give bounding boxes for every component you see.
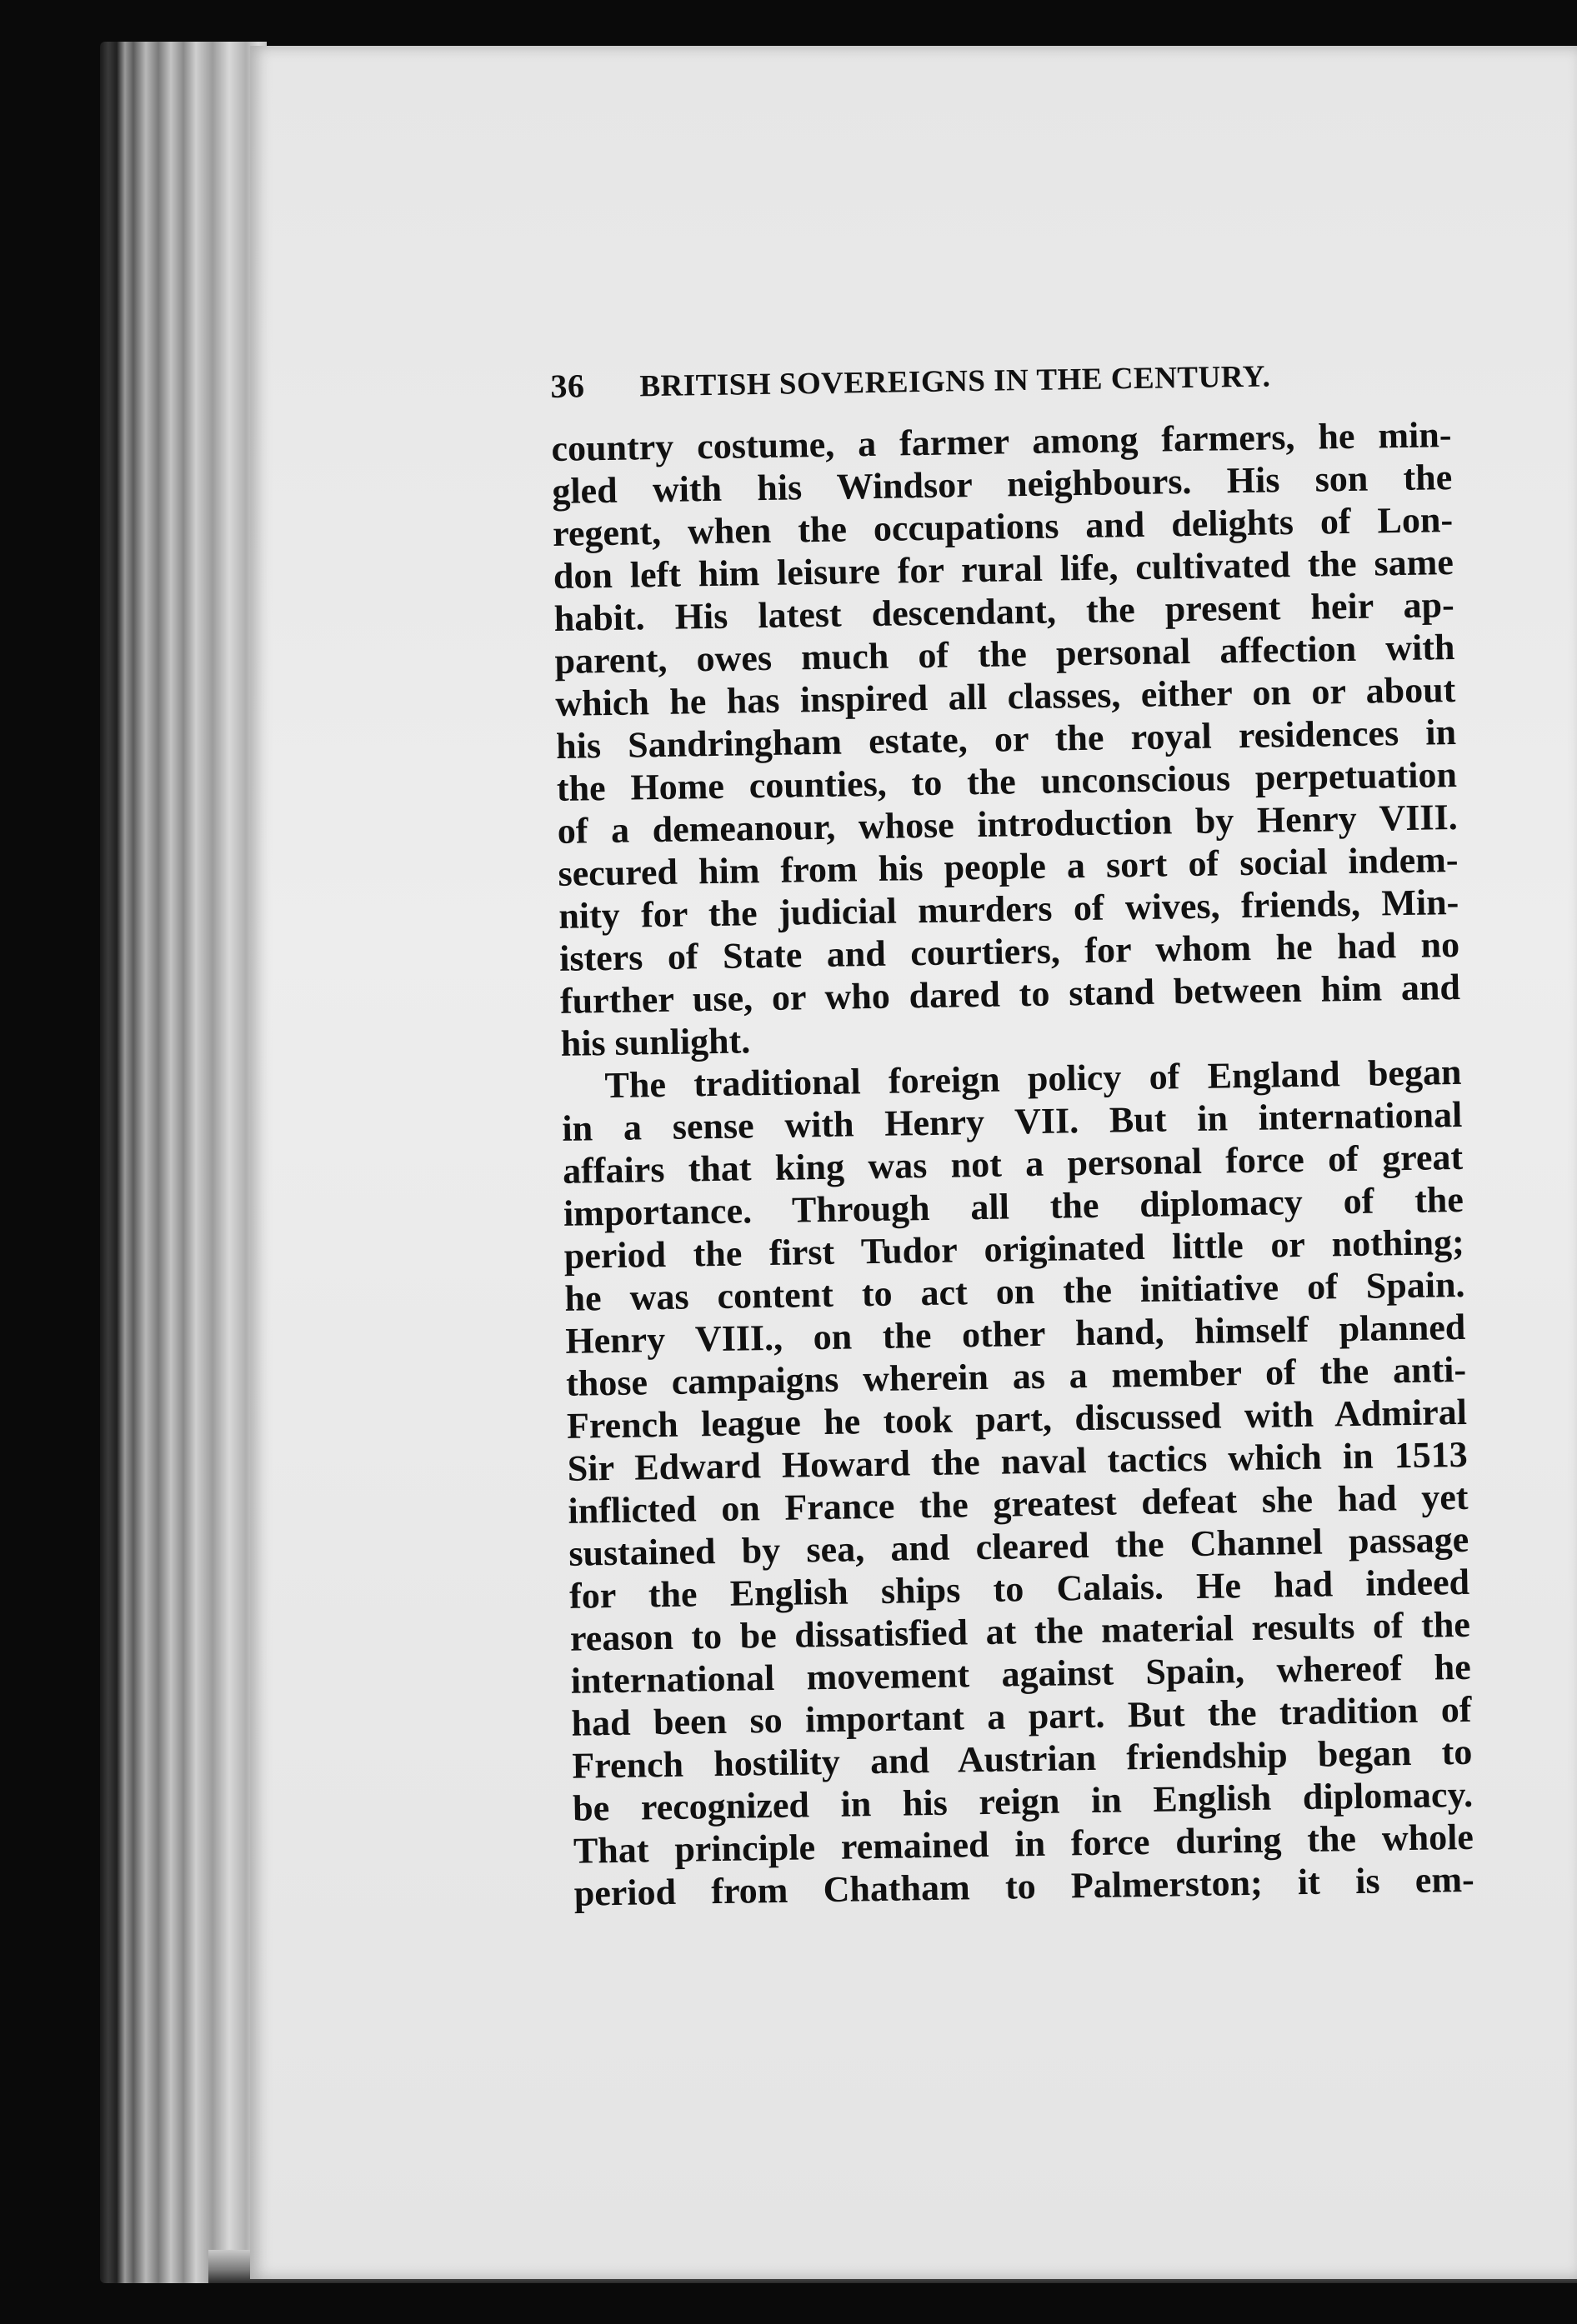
text-line: inflicted on France the greatest defeat she had yet [568,1476,1469,1532]
text-line: in a sense with Henry VII. But in international [561,1093,1463,1149]
text-line: further use, or who dared to stand between him and [559,966,1461,1022]
text-line: sustained by sea, and cleared the Channel passage [568,1518,1469,1574]
text-line: regent, when the occupations and delights of Lon- [552,499,1454,554]
text-line: The traditional foreign policy of England began [604,1051,1462,1107]
paragraph-1 [551,413,1461,1065]
text-line: the Home counties, to the unconscious perpetuation [556,753,1458,809]
text-line: had been so important a part. But the tradition of [571,1688,1472,1744]
text-line: Sir Edward Howard the naval tactics which in 1513 [567,1433,1469,1489]
text-line: habit. His latest descendant, the present heir ap- [553,584,1455,639]
text-line: for the English ships to Calais. He had indeed [568,1561,1470,1617]
text-line: secured him from his people a sort of social indem- [558,838,1459,894]
text-line: he was content to act on the initiative of Spain. [564,1263,1465,1319]
text-line: period from Chatham to Palmerston; it is em- [573,1858,1475,1914]
page-text-block [550,352,1474,1915]
text-line: international movement against Spain, whereof he [570,1646,1472,1702]
text-line: period the first Tudor originated little or nothing; [563,1221,1465,1277]
text-line: French hostility and Austrian friendship began to [571,1731,1473,1787]
page-number: 36 [550,367,585,405]
text-line: of a demeanour, whose introduction by Henry VIII. [557,796,1459,852]
text-line: don left him leisure for rural life, cultivated the same [553,542,1454,597]
text-line: his Sandringham estate, or the royal residences in [555,711,1457,767]
text-line: those campaigns wherein as a member of the anti- [565,1348,1467,1404]
text-line: French league he took part, discussed with Admiral [566,1391,1468,1447]
text-line: affairs that king was not a personal force of great [562,1136,1464,1192]
running-title: BRITISH SOVEREIGNS IN THE CENTURY. [639,359,1271,404]
text-line: his sunlight. [560,1020,751,1064]
text-line: which he has inspired all classes, either on or about [554,668,1456,724]
text-line: Henry VIII., on the other hand, himself planned [564,1306,1466,1362]
text-line: reason to be dissatisfied at the material results of the [569,1603,1471,1659]
text-line: isters of State and courtiers, for whom he had no [558,923,1460,979]
text-line: country costume, a farmer among farmers, he min- [551,414,1452,469]
text-line: gled with his Windsor neighbours. His son the [551,457,1453,512]
text-line: importance. Through all the diplomacy of the [563,1178,1464,1234]
text-line: nity for the judicial murders of wives, friends, Min- [558,881,1459,937]
paragraph-2 [561,1051,1474,1915]
book-page-edges [100,42,267,2283]
text-line: be recognized in his reign in English diplomacy. [572,1773,1474,1829]
text-line: parent, owes much of the personal affection with [554,626,1455,682]
text-line: That principle remained in force during the whole [573,1816,1474,1872]
